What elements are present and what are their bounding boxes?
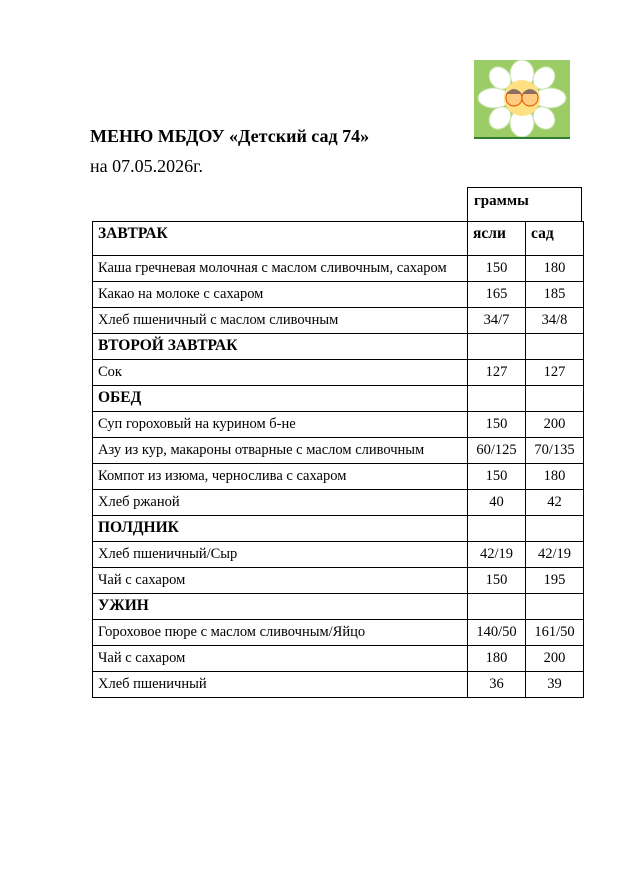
empty-cell	[526, 594, 584, 620]
nursery-grams: 150	[468, 256, 526, 282]
dish-name: Чай с сахаром	[93, 646, 468, 672]
table-row	[93, 620, 584, 646]
empty-cell	[468, 334, 526, 360]
dish-name: Компот из изюма, чернослива с сахаром	[93, 464, 468, 490]
section-title: УЖИН	[93, 594, 468, 620]
dish-name: Какао на молоке с сахаром	[93, 282, 468, 308]
empty-cell	[468, 594, 526, 620]
garden-grams: 185	[526, 282, 584, 308]
table-row	[93, 438, 584, 464]
table-row	[93, 360, 584, 386]
garden-grams: 200	[526, 646, 584, 672]
nursery-grams: 36	[468, 672, 526, 698]
garden-grams: 195	[526, 568, 584, 594]
table-row	[93, 672, 584, 698]
nursery-grams: 140/50	[468, 620, 526, 646]
section-title: ОБЕД	[93, 386, 468, 412]
table-row	[93, 256, 584, 282]
garden-grams: 34/8	[526, 308, 584, 334]
table-row	[93, 464, 584, 490]
dish-name: Азу из кур, макароны отварные с маслом сливочным	[93, 438, 468, 464]
nursery-grams: 180	[468, 646, 526, 672]
table-row	[93, 308, 584, 334]
garden-grams: 127	[526, 360, 584, 386]
section-header-row	[93, 334, 584, 360]
nursery-grams: 165	[468, 282, 526, 308]
nursery-grams: 42/19	[468, 542, 526, 568]
dish-name: Суп гороховый на курином б-не	[93, 412, 468, 438]
garden-grams: 39	[526, 672, 584, 698]
dish-name: Хлеб пшеничный	[93, 672, 468, 698]
table-row	[93, 542, 584, 568]
dish-name: Чай с сахаром	[93, 568, 468, 594]
nursery-grams: 127	[468, 360, 526, 386]
menu-table	[92, 221, 584, 698]
menu-date: на 07.05.2026г.	[90, 156, 203, 176]
section-header-row	[93, 516, 584, 542]
garden-grams: 161/50	[526, 620, 584, 646]
section-breakfast-title: ЗАВТРАК	[93, 222, 468, 256]
garden-grams: 42	[526, 490, 584, 516]
garden-grams: 42/19	[526, 542, 584, 568]
nursery-grams: 150	[468, 568, 526, 594]
table-row	[93, 282, 584, 308]
table-row	[93, 412, 584, 438]
nursery-grams: 60/125	[468, 438, 526, 464]
kindergarten-logo	[474, 60, 570, 139]
nursery-grams: 150	[468, 412, 526, 438]
page-title: МЕНЮ МБДОУ «Детский сад 74»	[90, 126, 370, 146]
empty-cell	[526, 386, 584, 412]
garden-grams: 180	[526, 464, 584, 490]
dish-name: Хлеб пшеничный с маслом сливочным	[93, 308, 468, 334]
table-row	[93, 568, 584, 594]
col-nursery-header: ясли	[468, 222, 526, 256]
empty-cell	[526, 334, 584, 360]
section-title: ВТОРОЙ ЗАВТРАК	[93, 334, 468, 360]
table-header-row	[93, 222, 584, 256]
empty-cell	[468, 386, 526, 412]
table-row	[93, 490, 584, 516]
section-header-row	[93, 386, 584, 412]
dish-name: Хлеб пшеничный/Сыр	[93, 542, 468, 568]
flower-logo-icon	[474, 60, 570, 137]
dish-name: Каша гречневая молочная с маслом сливочным, сахаром	[93, 256, 468, 282]
dish-name: Гороховое пюре с маслом сливочным/Яйцо	[93, 620, 468, 646]
empty-cell	[468, 516, 526, 542]
garden-grams: 200	[526, 412, 584, 438]
dish-name: Хлеб ржаной	[93, 490, 468, 516]
dish-name: Сок	[93, 360, 468, 386]
section-header-row	[93, 594, 584, 620]
col-garden-header: сад	[526, 222, 584, 256]
garden-grams: 70/135	[526, 438, 584, 464]
table-row	[93, 646, 584, 672]
garden-grams: 180	[526, 256, 584, 282]
grams-header: граммы	[467, 187, 582, 221]
nursery-grams: 34/7	[468, 308, 526, 334]
empty-cell	[526, 516, 584, 542]
nursery-grams: 40	[468, 490, 526, 516]
section-title: ПОЛДНИК	[93, 516, 468, 542]
nursery-grams: 150	[468, 464, 526, 490]
